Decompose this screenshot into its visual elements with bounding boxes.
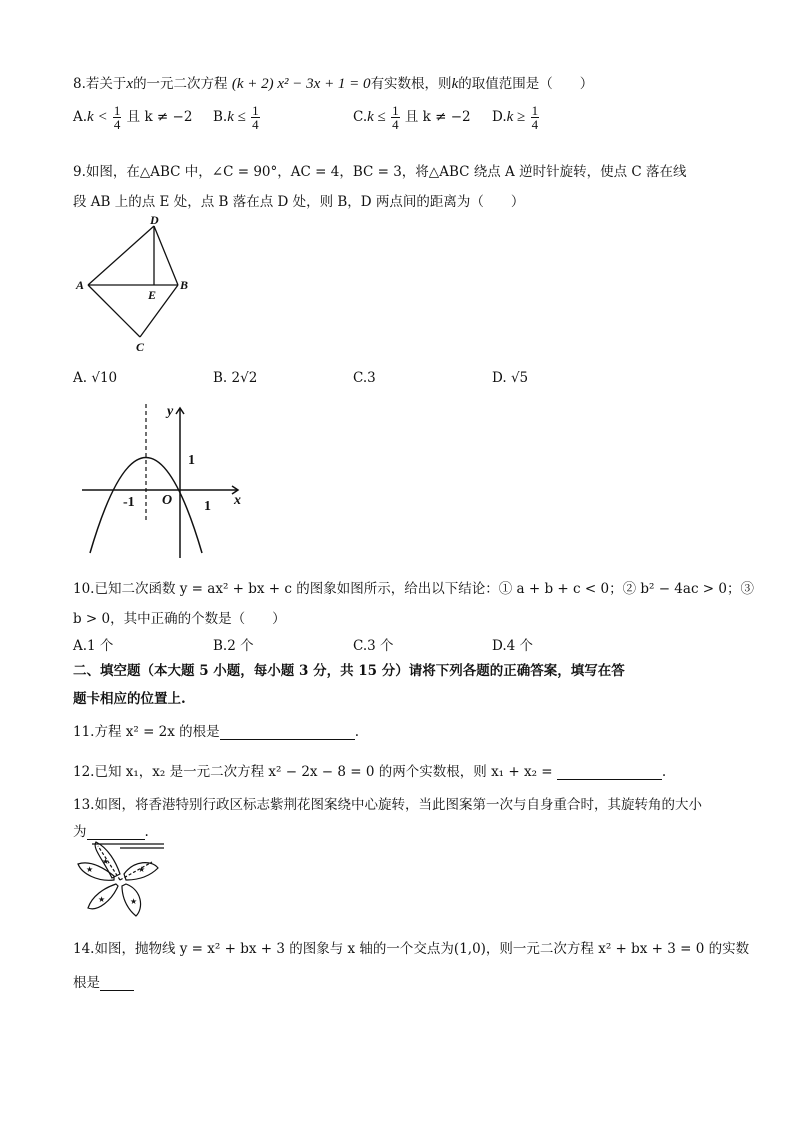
q8-stem: 8.若关于x的一元二次方程 (k + 2) x² − 3x + 1 = 0有实数根，则k的取值范围是（ ） — [73, 76, 594, 92]
section-heading-line1: 二、填空题（本大题 5 小题，每小题 3 分，共 15 分）请将下列各题的正确答案，填写在答 — [73, 663, 625, 679]
segment-cb — [140, 285, 178, 337]
q9-stem-line1: 9.如图，在△ABC 中，∠C = 90°，AC = 4，BC = 3，将△ABC 绕点 A 逆时针旋转，使点 C 落在线 — [73, 164, 687, 180]
origin-label: O — [162, 493, 173, 508]
segment-db — [154, 226, 178, 285]
svg-text:★: ★ — [98, 895, 106, 904]
q9-option-d: D. √5 — [492, 370, 529, 386]
neg-one-label: -1 — [123, 495, 135, 510]
q14-answer-blank[interactable] — [100, 976, 134, 991]
y-one-label: 1 — [188, 453, 195, 468]
q10-stem-line2: b > 0，其中正确的个数是（ ） — [73, 611, 286, 627]
segment-ac — [88, 285, 140, 337]
x-one-label: 1 — [204, 499, 211, 514]
label-c: C — [136, 340, 145, 354]
q8-option-a: A.k < $\frac{1}{4}$ 且 k ≠ −2 — [73, 103, 193, 132]
q9-triangle-figure — [70, 212, 200, 357]
bauhinia-flower-icon — [72, 838, 172, 922]
q10-option-c: C.3 个 — [353, 638, 394, 654]
q11-answer-blank[interactable] — [220, 725, 355, 740]
svg-text:★: ★ — [130, 897, 138, 906]
q11-stem: 11.方程 x² = 2x 的根是 . — [73, 724, 359, 740]
q9-option-b: B. 2√2 — [213, 370, 258, 386]
section-heading-line2: 题卡相应的位置上. — [73, 691, 186, 707]
label-a: A — [76, 278, 85, 292]
q10-parabola-graph — [76, 398, 256, 560]
label-e: E — [148, 288, 157, 302]
svg-text:★: ★ — [102, 857, 110, 866]
q12-answer-blank[interactable] — [557, 765, 662, 780]
q14-stem-line1: 14.如图，抛物线 y = x² + bx + 3 的图象与 x 轴的一个交点为(1,0)，则一元二次方程 x² + bx + 3 = 0 的实数 — [73, 941, 750, 957]
q9-option-c: C.3 — [353, 370, 376, 386]
q10-stem-line1: 10.已知二次函数 y = ax² + bx + c 的图象如图所示，给出以下结论：① a + b + c < 0；② b² − 4ac > 0；③ — [73, 581, 754, 597]
q10-option-b: B.2 个 — [213, 638, 254, 654]
svg-text:★: ★ — [138, 865, 146, 874]
segment-ad — [88, 226, 154, 285]
q10-option-d: D.4 个 — [492, 638, 534, 654]
q10-option-a: A.1 个 — [73, 638, 114, 654]
q9-stem-line2: 段 AB 上的点 E 处，点 B 落在点 D 处，则 B，D 两点间的距离为（ ） — [73, 194, 525, 210]
label-d: D — [150, 213, 159, 227]
q12-stem: 12.已知 x₁，x₂ 是一元二次方程 x² − 2x − 8 = 0 的两个实数根，则 x₁ + x₂ = . — [73, 764, 667, 780]
q8-equation: (k + 2) x² − 3x + 1 = 0 — [231, 76, 371, 92]
q13-stem-line1: 13.如图，将香港特别行政区标志紫荆花图案绕中心旋转，当此图案第一次与自身重合时，其旋转角的大小 — [73, 797, 702, 813]
q13-stem-line2: 为 . — [73, 824, 149, 840]
q8-option-c: C.k ≤ $\frac{1}{4}$ 且 k ≠ −2 — [353, 103, 471, 132]
x-label: x — [234, 493, 241, 508]
q14-stem-line2: 根是 — [73, 971, 134, 991]
y-label: y — [167, 404, 174, 419]
svg-text:★: ★ — [86, 865, 94, 874]
q8-option-d: D.k ≥ $\frac{1}{4}$ — [492, 103, 539, 132]
label-b: B — [180, 278, 189, 292]
q9-option-a: A. √10 — [73, 370, 118, 386]
q8-option-b: B.k ≤ $\frac{1}{4}$ — [213, 103, 259, 132]
